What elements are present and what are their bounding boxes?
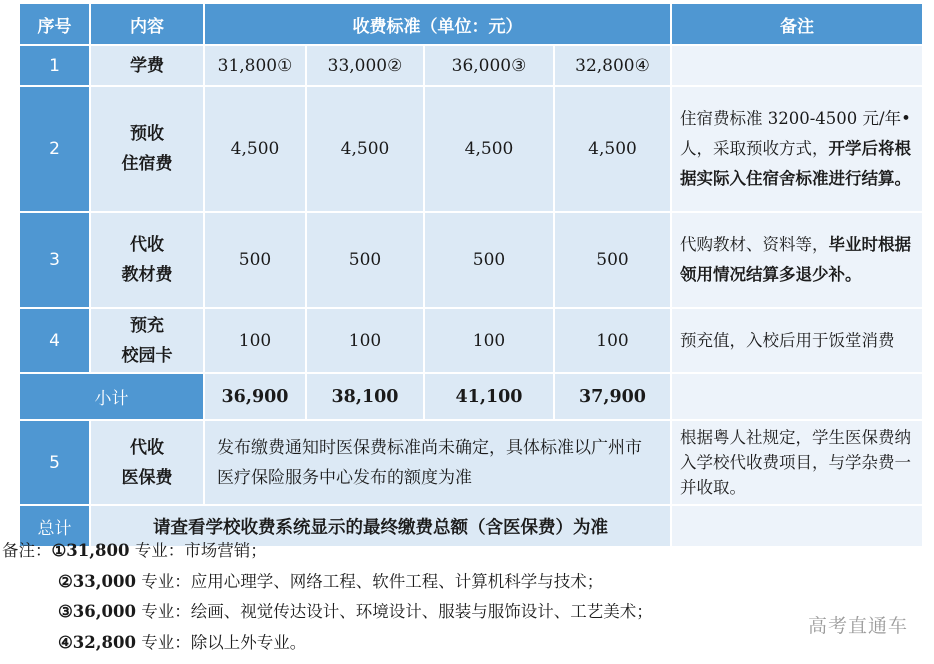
footnote-text: 专业：应用心理学、网络工程、软件工程、计算机科学与技术； [135,571,604,591]
footnote-line [2,567,762,598]
fee-value: 500 [554,212,671,308]
footnote-label: ③36,000 [58,602,136,621]
footnotes [2,536,762,658]
row-item-name [90,212,204,308]
insurance-description: 发布缴费通知时医保费标准尚未确定，具体标准以广州市医疗保险服务中心发布的额度为准 [204,420,671,505]
subtotal-value: 41,100 [424,373,554,420]
fee-value: 500 [424,212,554,308]
footnote-prefix: 备注： [2,541,52,560]
fee-value: 500 [204,212,306,308]
row-note [671,308,923,373]
row-note [671,212,923,308]
header-remarks: 备注 [671,3,923,45]
insurance-row [19,420,923,505]
row-item-name-line: 预收 [130,124,164,144]
row-item-name-line: 预充 [130,315,164,336]
watermark: 高考直通车 [807,615,908,637]
header-row [19,3,923,45]
header-fee-standard: 收费标准（单位：元） [204,3,671,45]
footnote-label: ①31,800 [51,541,130,560]
header-content: 内容 [90,3,204,45]
table-row [19,212,923,308]
row-index: 3 [19,212,90,308]
row-note [671,86,923,212]
table-row [19,45,923,86]
row-note-text: 预充值，入校后用于饭堂消费 [680,330,895,350]
footnote-line [2,628,762,659]
row-item-name-line: 学费 [130,55,164,76]
row-item-name-line: 代收 [130,437,164,458]
subtotal-value: 38,100 [306,373,424,420]
row-note-bold-text: 毕业时根据领用情况结算多退少补。 [680,235,911,284]
fee-table [18,2,924,548]
footnote-line [2,536,762,567]
fee-value: 31,800① [204,45,306,86]
fee-value: 4,500 [554,86,671,212]
footnote-text: 专业：绘画、视觉传达设计、环境设计、服装与服饰设计、工艺美术； [135,602,653,621]
row-item-name [90,45,204,86]
subtotal-row [19,373,923,420]
fee-value: 4,500 [306,86,424,212]
footnote-label: ②33,000 [58,571,136,591]
table-row [19,308,923,373]
row-item-name-line: 医保费 [121,467,173,488]
footnote-label: ④32,800 [58,632,136,652]
footnote-line [2,597,762,628]
subtotal-value: 37,900 [554,373,671,420]
row-index: 2 [19,86,90,212]
row-note: 根据粤人社规定，学生医保费纳入学校代收费项目，与学杂费一并收取。 [671,420,923,505]
row-item-name [90,308,204,373]
subtotal-note-empty [671,373,923,420]
fee-value: 100 [554,308,671,373]
fee-value: 100 [204,308,306,373]
grand-total-label: 总计 [19,505,90,547]
row-item-name-line: 代收 [130,235,164,255]
row-item-name [90,420,204,505]
row-item-name-line: 校园卡 [121,345,173,366]
row-item-name-line: 住宿费 [121,154,173,174]
row-index: 5 [19,420,90,505]
fee-value: 100 [424,308,554,373]
grand-total-text: 请查看学校收费系统显示的最终缴费总额（含医保费）为准 [90,505,671,547]
subtotal-label: 小计 [19,373,204,420]
row-index: 1 [19,45,90,86]
fee-value: 4,500 [424,86,554,212]
table-row [19,86,923,212]
fee-value: 100 [306,308,424,373]
fee-value: 36,000③ [424,45,554,86]
row-note-text: 住宿费标准 3200-4500 元/年•人，采取预收方式， [680,109,911,158]
header-index: 序号 [19,3,90,45]
footnote-text: 专业：除以上外专业。 [135,632,307,652]
fee-value: 500 [306,212,424,308]
row-note-bold-text: 开学后将根据实际入住宿舍标准进行结算。 [680,139,911,188]
row-item-name-line: 教材费 [121,265,173,285]
row-note-text: 代购教材、资料等， [680,235,829,254]
fee-value: 32,800④ [554,45,671,86]
row-note-empty [671,45,923,86]
row-item-name [90,86,204,212]
fee-value: 4,500 [204,86,306,212]
footnote-text: 专业：市场营销； [129,541,267,560]
fee-value: 33,000② [306,45,424,86]
row-index: 4 [19,308,90,373]
subtotal-value: 36,900 [204,373,306,420]
